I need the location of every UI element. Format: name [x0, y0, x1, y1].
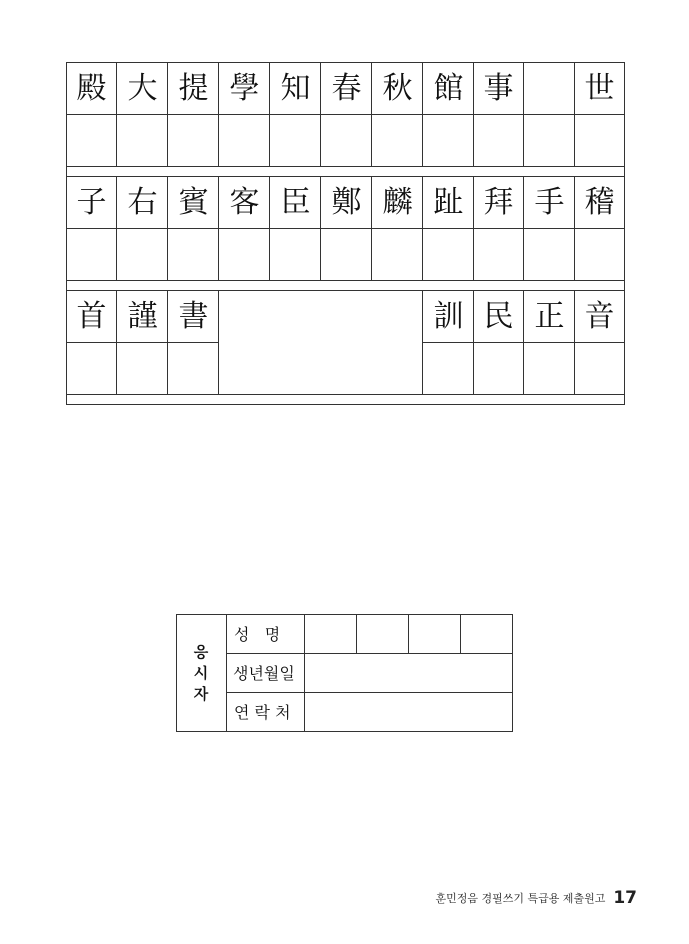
footer-text: 훈민정음 경필쓰기 특급용 제출원고 — [435, 892, 606, 905]
char-cell: 趾 — [433, 185, 464, 220]
char-cell: 正 — [534, 299, 565, 334]
contact-label: 연 락 처 — [234, 703, 291, 722]
char-cell: 大 — [127, 71, 158, 106]
char-cell: 民 — [483, 299, 514, 334]
applicant-table-lines — [176, 614, 513, 732]
char-cell: 館 — [433, 71, 464, 106]
char-cell: 殿 — [76, 71, 107, 106]
char-cell: 臣 — [280, 185, 311, 220]
char-cell: 右 — [127, 185, 158, 220]
char-cell: 稽 — [584, 185, 615, 220]
char-cell: 提 — [178, 71, 209, 106]
char-cell: 事 — [483, 71, 514, 106]
char-cell: 知 — [280, 71, 311, 106]
char-cell: 書 — [178, 299, 209, 334]
char-cell: 謹 — [127, 299, 158, 334]
char-cell: 世 — [584, 71, 615, 106]
char-cell: 首 — [76, 299, 107, 334]
page-number: 17 — [613, 888, 637, 908]
char-cell: 鄭 — [331, 185, 362, 220]
char-cell: 春 — [331, 71, 362, 106]
char-cell: 子 — [76, 185, 107, 220]
applicant-side-char: 자 — [193, 684, 209, 703]
writing-grid — [66, 62, 625, 406]
char-cell: 手 — [534, 185, 565, 220]
char-cell — [524, 63, 575, 115]
char-cell: 賓 — [178, 185, 209, 220]
page-footer — [435, 884, 637, 912]
applicant-info-table — [176, 614, 513, 732]
char-cell: 客 — [229, 185, 260, 220]
char-cell: 秋 — [382, 71, 413, 106]
name-label-text: 성 명 — [234, 625, 281, 644]
applicant-side-char: 시 — [193, 663, 209, 682]
char-cell: 學 — [229, 71, 260, 106]
name-label — [228, 614, 304, 653]
char-cell: 訓 — [433, 299, 464, 334]
char-cell: 音 — [584, 299, 615, 334]
char-cell: 麟 — [382, 185, 413, 220]
applicant-side-char: 응 — [193, 642, 209, 661]
birthdate-label: 생년월일 — [233, 664, 295, 683]
char-cell: 拜 — [483, 185, 514, 220]
applicant-side-label — [176, 614, 226, 732]
